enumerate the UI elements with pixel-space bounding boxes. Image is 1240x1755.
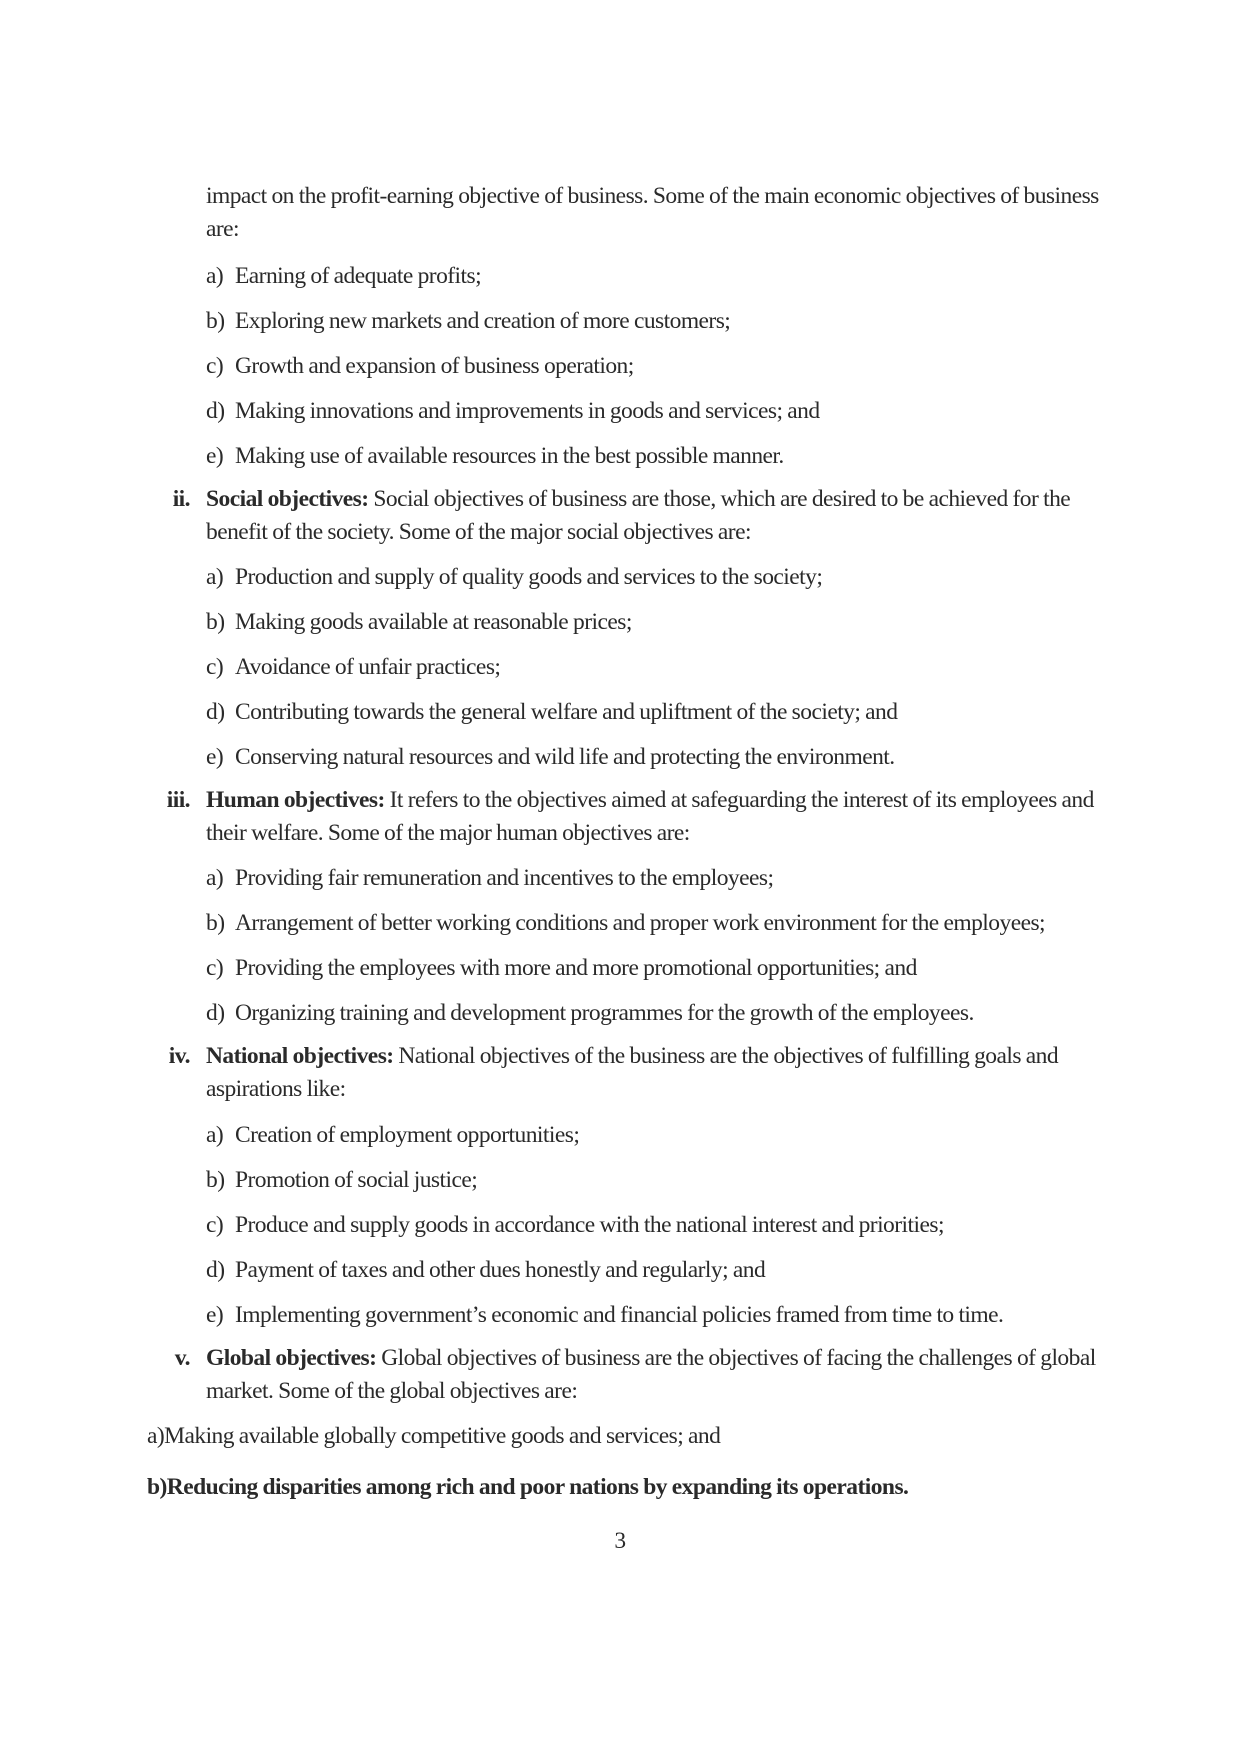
item-label: c) — [206, 353, 224, 379]
list-item — [206, 1210, 1126, 1240]
item-text: Contributing towards the general welfare and upliftment of the society; and — [235, 699, 898, 725]
item-text: Growth and expansion of business operation; — [235, 353, 634, 379]
item-label: d) — [206, 1257, 225, 1283]
section-title: Global objectives: — [206, 1345, 377, 1371]
section-text: National objectives of the business are the objectives of fulfilling goals and aspirations like: — [206, 1043, 1059, 1102]
list-item: b)Reducing disparities among rich and poor nations by expanding its operations. — [147, 1474, 909, 1500]
item-label: a) — [206, 263, 224, 289]
item-text: Earning of adequate profits; — [235, 263, 482, 289]
list-item — [206, 863, 1126, 893]
item-label: d) — [206, 398, 225, 424]
list-item — [206, 1165, 1126, 1195]
item-text: Exploring new markets and creation of more customers; — [235, 308, 731, 334]
section-text: Social objectives of business are those, which are desired to be achieved for the benefit of the society. Some of the major social objectives are: — [206, 486, 1071, 545]
list-item — [206, 1300, 1126, 1330]
list-item — [206, 607, 1126, 637]
list-item — [206, 261, 1126, 291]
item-label: e) — [206, 443, 224, 469]
item-text: Making use of available resources in the best possible manner. — [235, 443, 784, 469]
item-label: c) — [206, 955, 224, 981]
item-text: Implementing government’s economic and financial policies framed from time to time. — [235, 1302, 1004, 1328]
list-item — [206, 742, 1126, 772]
list-item — [206, 562, 1126, 592]
list-item — [206, 1255, 1126, 1285]
item-text: Production and supply of quality goods and services to the society; — [235, 564, 823, 590]
item-text: Providing fair remuneration and incentives to the employees; — [235, 865, 774, 891]
list-item — [206, 1120, 1126, 1150]
item-label: e) — [206, 1302, 224, 1328]
section-body — [206, 1040, 1106, 1106]
item-label: c) — [206, 654, 224, 680]
item-label: b) — [206, 609, 225, 635]
item-text: Making innovations and improvements in goods and services; and — [235, 398, 820, 424]
item-label: d) — [206, 1000, 225, 1026]
list-item — [206, 908, 1126, 938]
item-label: e) — [206, 744, 224, 770]
section-title: Human objectives: — [206, 787, 385, 813]
list-item — [206, 306, 1126, 336]
section-body — [206, 1342, 1106, 1408]
item-text: Produce and supply goods in accordance with the national interest and priorities; — [235, 1212, 944, 1238]
item-text: Avoidance of unfair practices; — [235, 654, 501, 680]
section-body — [206, 784, 1106, 850]
intro-paragraph: impact on the profit-earning objective of business. Some of the main economic objectives of business are: — [206, 183, 1099, 242]
item-text: Organizing training and development programmes for the growth of the employees. — [235, 1000, 974, 1026]
item-label: a) — [206, 865, 224, 891]
item-label: b) — [206, 1167, 225, 1193]
item-text: Conserving natural resources and wild life and protecting the environment. — [235, 744, 895, 770]
section-number: iv. — [168, 1043, 190, 1069]
item-label: b) — [206, 910, 225, 936]
item-text: Creation of employment opportunities; — [235, 1122, 580, 1148]
item-label: a) — [206, 564, 224, 590]
item-label: a) — [206, 1122, 224, 1148]
item-label: d) — [206, 699, 225, 725]
list-item — [206, 953, 1126, 983]
list-item — [206, 697, 1126, 727]
item-text: Promotion of social justice; — [235, 1167, 478, 1193]
item-label: c) — [206, 1212, 224, 1238]
list-item: a)Making available globally competitive goods and services; and — [147, 1423, 721, 1449]
page-number: 3 — [614, 1528, 626, 1554]
list-item — [206, 652, 1126, 682]
section-number: ii. — [172, 486, 190, 512]
item-text: Arrangement of better working conditions and proper work environment for the employees; — [235, 910, 1046, 936]
item-text: Payment of taxes and other dues honestly and regularly; and — [235, 1257, 766, 1283]
section-text: It refers to the objectives aimed at safeguarding the interest of its employees and their welfare. Some of the major human objectives are: — [206, 787, 1094, 846]
item-label: b) — [206, 308, 225, 334]
section-number: v. — [174, 1345, 190, 1371]
section-number: iii. — [166, 787, 190, 813]
section-title: Social objectives: — [206, 486, 369, 512]
list-item — [206, 351, 1126, 381]
section-body — [206, 483, 1106, 549]
section-text: Global objectives of business are the objectives of facing the challenges of global market. Some of the global objectives are: — [206, 1345, 1096, 1404]
item-text: Making goods available at reasonable prices; — [235, 609, 632, 635]
item-text: Providing the employees with more and more promotional opportunities; and — [235, 955, 917, 981]
section-title: National objectives: — [206, 1043, 394, 1069]
list-item — [206, 998, 1126, 1028]
list-item — [206, 441, 1126, 471]
list-item — [206, 396, 1126, 426]
